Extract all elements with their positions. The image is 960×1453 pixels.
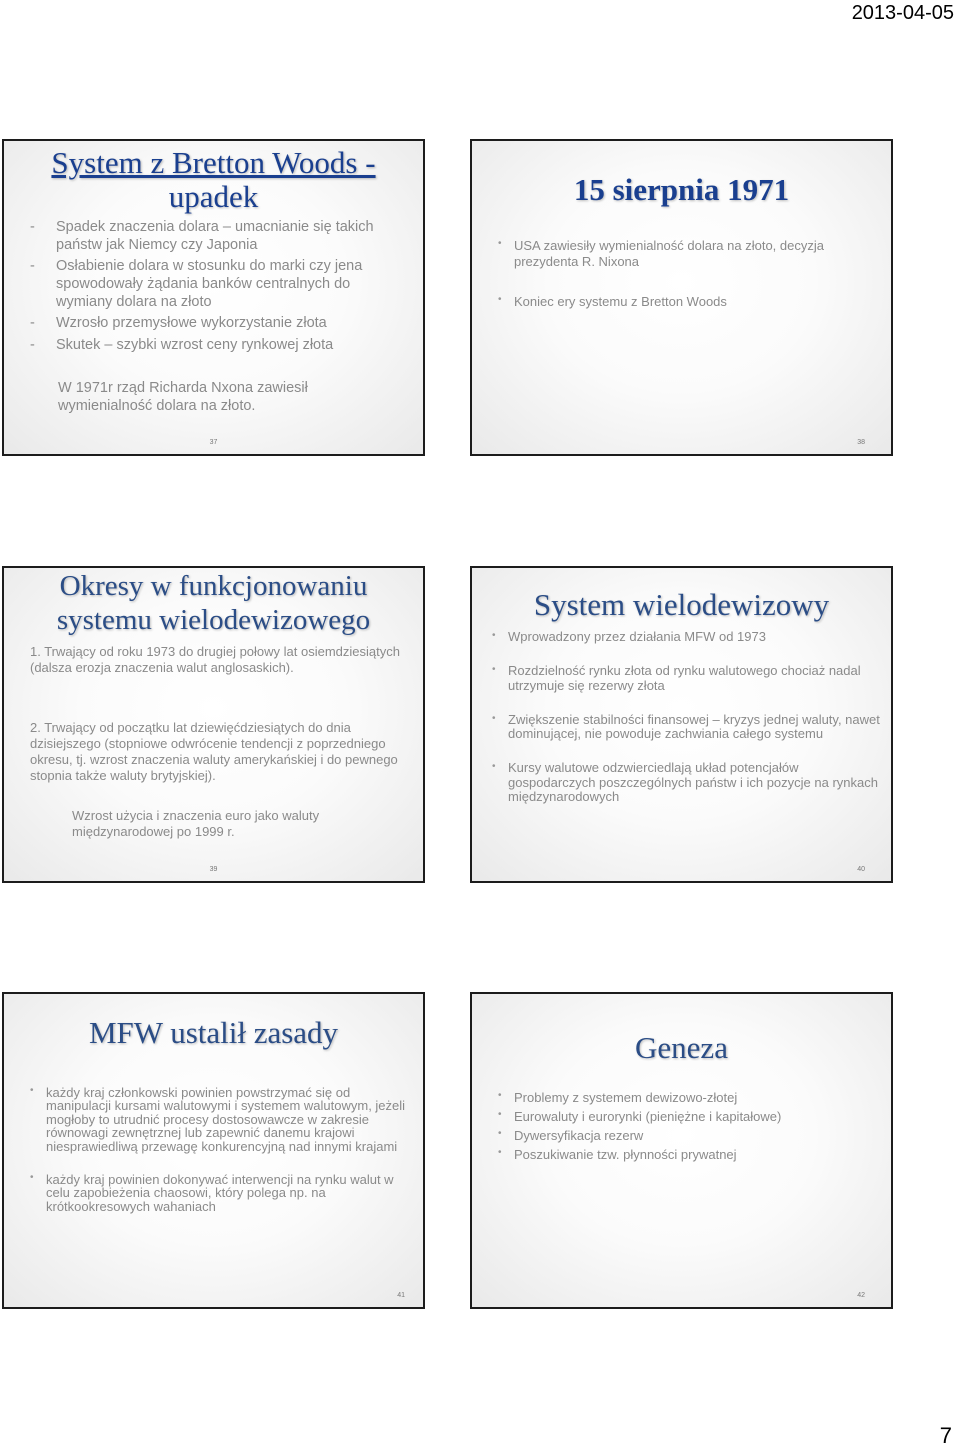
page-number: 7 [939,1423,952,1448]
slide-paragraph-2: 2. Trwający od początku lat dziewięćdziesiątych do dnia dzisiejszego (stopniowe odwrócenie tendencji z poprzedniego okresu, tj. wzrost znaczenia waluty amerykańskiej i do pewnego stopnia także waluty brytyjskiej). [30,720,398,783]
slide-paragraph: W 1971r rząd Richarda Nxona zawiesił wymienialność dolara na złoto. [58,380,308,414]
header-date: 2013-04-05 [851,2,954,24]
slide-38 [470,139,893,456]
slide-39 [2,566,425,883]
slide-number: 42 [857,1292,865,1299]
slide-list [496,1091,876,1161]
list-item: • Dywersyfikacja rezerw [496,1129,876,1142]
list-item: • Koniec ery systemu z Bretton Woods [496,294,856,310]
list-item: • Kursy walutowe odzwierciedlają układ potencjałów gospodarczych poszczególnych państw i ich pozycje na rynkach międzynarodowych [490,761,885,804]
list-item: • USA zawiesiły wymienialność dolara na złoto, decyzja prezydenta R. Nixona [496,238,856,270]
slide-title: System wielodewizowy [533,587,830,622]
list-item: • każdy kraj powinien dokonywać interwencji na rynku walut w celu zapobieżenia chaosowi, który polega np. na krótkookresowych wahaniach [28,1173,408,1213]
slide-title-line1: Okresy w funkcjonowaniu [59,570,368,602]
slide-title: Geneza [635,1030,728,1065]
list-item: • Poszukiwanie tzw. płynności prywatnej [496,1148,876,1161]
list-item: • Wprowadzony przez działania MFW od 1973 [490,630,885,644]
slide-number: 39 [209,866,218,873]
list-item: - Skutek – szybki wzrost ceny rynkowej złota [30,337,410,355]
slide-number: 38 [857,439,865,446]
list-item: - Osłabienie dolara w stosunku do marki czy jena spowodowały żądania banków centralnych do wymiany dolara na złoto [30,258,410,311]
slide-42 [470,992,893,1309]
slide-40 [470,566,893,883]
list-item: - Wzrosło przemysłowe wykorzystanie złota [30,315,410,333]
slide-number: 41 [397,1292,405,1299]
slide-list [30,219,410,355]
slide-title [4,570,423,638]
list-item: • każdy kraj członkowski powinien powstrzymać się od manipulacji kursami walutowymi i systemem walutowym, jeżeli mogłoby to utrudnić procesy dostosowawcze w zakresie równowagi zewnętrznej lub zapewnić danemu krajowi niesprawiedliwą przewagę konkurencyjną nad innymi krajami [28,1086,408,1153]
slide-paragraph-3: Wzrost użycia i znaczenia euro jako waluty międzynarodowej po 1999 r. [72,808,320,839]
list-item: • Problemy z systemem dewizowo-złotej [496,1091,876,1104]
slide-41 [2,992,425,1309]
list-item: - Spadek znaczenia dolara – umacnianie się takich państw jak Niemcy czy Japonia [30,219,410,254]
slide-paragraph-1: 1. Trwający od roku 1973 do drugiej połowy lat osiemdziesiątych (dalsza erozja znaczenia walut anglosaskich). [30,644,400,675]
slide-title-line2: systemu wielodewizowego [56,603,371,636]
slide-title: 15 sierpnia 1971 [573,172,790,207]
slide-list [496,238,856,310]
slide-title [4,146,423,214]
slide-title: MFW ustalił zasady [88,1015,339,1050]
slide-title-line2: upadek [168,179,259,215]
slide-number: 40 [857,866,865,873]
slide-number: 37 [209,439,218,446]
list-item: • Zwiększenie stabilności finansowej – kryzys jednej waluty, nawet dominującej, nie powoduje zachwiania całego systemu [490,713,885,742]
list-item: • Eurowaluty i eurorynki (pieniężne i kapitałowe) [496,1110,876,1123]
slide-title-line1: System z Bretton Woods - [51,145,376,180]
slide-list [490,630,885,804]
slide-37 [2,139,425,456]
list-item: • Rozdzielność rynku złota od rynku walutowego chociaż nadal utrzymuje się rezerwy złota [490,664,885,693]
slide-list [28,1086,408,1213]
